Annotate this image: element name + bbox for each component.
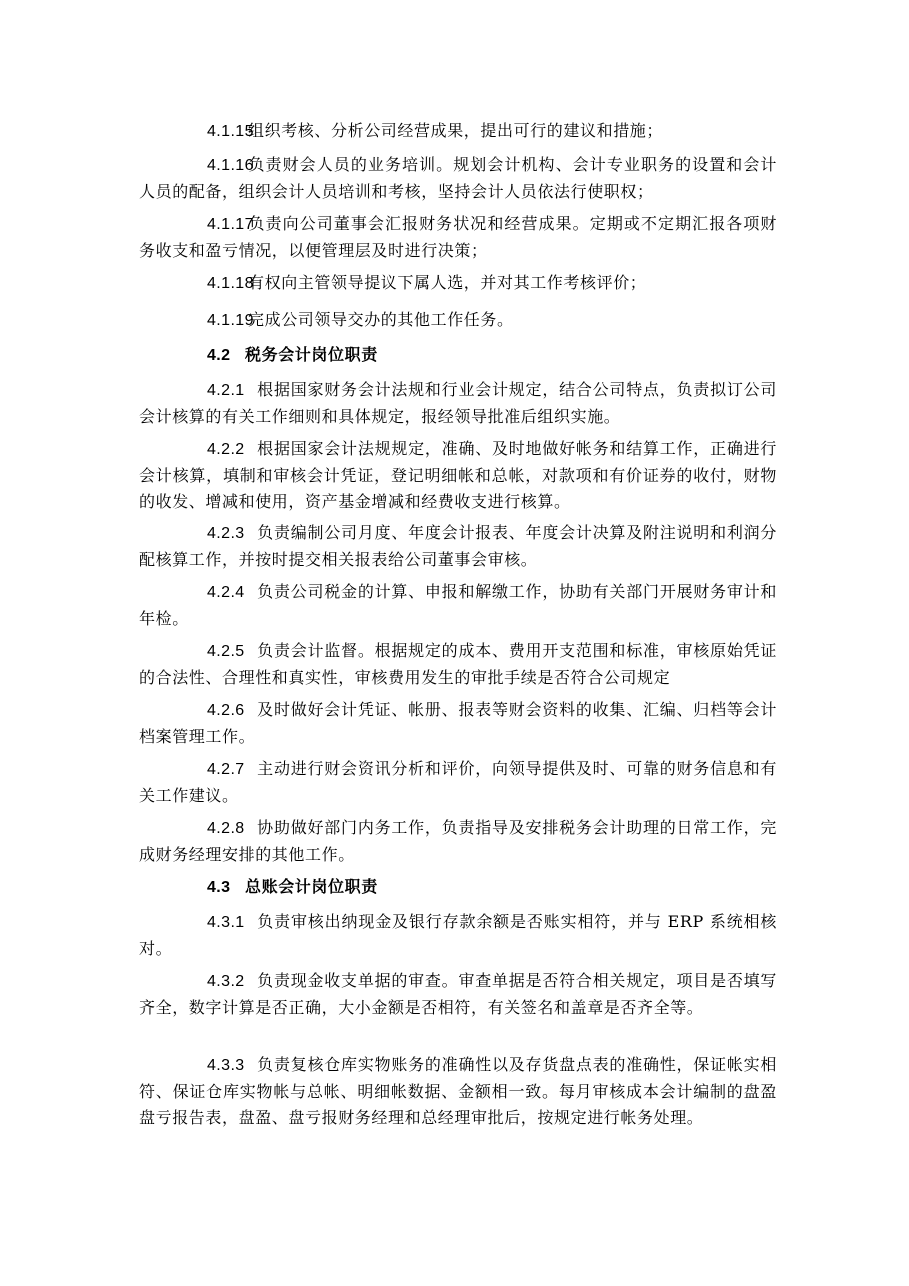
clause-4-2-6 — [139, 697, 777, 750]
clause-4-1-19 — [139, 307, 777, 334]
clause-number: 4.2.7 — [207, 761, 245, 778]
clause-number: 4.2.2 — [207, 441, 245, 458]
clause-number: 4.2.4 — [207, 584, 245, 601]
clause-number: 4.2.5 — [207, 643, 245, 660]
clause-number: 4.1.17 — [207, 216, 254, 233]
clause-number: 4.2.1 — [207, 382, 245, 399]
clause-number: 4.2.8 — [207, 820, 245, 837]
clause-number: 4.3.2 — [207, 973, 245, 990]
clause-number: 4.1.16 — [207, 157, 254, 174]
clause-4-1-16 — [139, 152, 777, 205]
clause-text: 主动进行财会资讯分析和评价，向领导提供及时、可靠的财务信息和有关工作建议。 — [139, 759, 777, 805]
clause-text: 负责复核仓库实物账务的准确性以及存货盘点表的准确性，保证帐实相符、保证仓库实物帐与总帐、明细帐数据、金额相一致。每月审核成本会计编制的盘盈盘亏报告表，盘盈、盘亏报财务经理和总经理审批后，按规定进行帐务处理。 — [139, 1055, 777, 1127]
section-heading-4-2 — [139, 342, 777, 369]
clause-text: 组织考核、分析公司经营成果，提出可行的建议和措施； — [248, 121, 664, 140]
clause-4-1-17 — [139, 211, 777, 264]
clause-4-1-15 — [139, 118, 777, 145]
clause-text: 负责向公司董事会汇报财务状况和经营成果。定期或不定期汇报各项财务收支和盈亏情况，以便管理层及时进行决策； — [139, 214, 777, 260]
clause-4-2-2 — [139, 436, 777, 515]
clause-4-2-1 — [139, 377, 777, 430]
clause-number: 4.2.6 — [207, 702, 245, 719]
clause-number: 4.3.3 — [207, 1057, 245, 1074]
clause-text: 有权向主管领导提议下属人选，并对其工作考核评价； — [248, 273, 647, 292]
clause-4-2-4 — [139, 579, 777, 632]
clause-text: 根据国家会计法规规定，准确、及时地做好帐务和结算工作，正确进行会计核算，填制和审核会计凭证，登记明细帐和总帐，对款项和有价证券的收付，财物的收发、增减和使用，资产基金增减和经费收支进行核算。 — [139, 439, 777, 511]
clause-4-2-3 — [139, 520, 777, 573]
clause-4-3-1 — [139, 909, 777, 962]
clause-text: 负责编制公司月度、年度会计报表、年度会计决算及附注说明和利润分配核算工作，并按时提交相关报表给公司董事会审核。 — [139, 523, 777, 569]
clause-number: 4.3.1 — [207, 914, 245, 931]
clause-text: 完成公司领导交办的其他工作任务。 — [248, 310, 514, 329]
clause-4-2-8 — [139, 815, 777, 868]
section-heading-4-3 — [139, 874, 777, 901]
clause-4-3-2 — [139, 968, 777, 1021]
section-title: 总账会计岗位职责 — [245, 877, 378, 896]
section-number: 4.3 — [207, 879, 231, 896]
clause-text: 协助做好部门内务工作，负责指导及安排税务会计助理的日常工作，完成财务经理安排的其他工作。 — [139, 818, 777, 864]
clause-number: 4.1.18 — [207, 275, 254, 292]
clause-text: 负责现金收支单据的审查。审查单据是否符合相关规定，项目是否填写齐全，数字计算是否正确，大小金额是否相符，有关签名和盖章是否齐全等。 — [139, 971, 777, 1017]
clause-text: 负责会计监督。根据规定的成本、费用开支范围和标准，审核原始凭证的合法性、合理性和真实性，审核费用发生的审批手续是否符合公司规定 — [139, 641, 777, 687]
clause-number: 4.1.19 — [207, 312, 254, 329]
clause-text: 负责审核出纳现金及银行存款余额是否账实相符，并与 ERP 系统相核对。 — [139, 912, 777, 958]
clause-4-1-18 — [139, 270, 777, 297]
clause-text: 负责财会人员的业务培训。规划会计机构、会计专业职务的设置和会计人员的配备，组织会计人员培训和考核，坚持会计人员依法行使职权； — [139, 155, 777, 201]
clause-4-2-7 — [139, 756, 777, 809]
clause-text: 根据国家财务会计法规和行业会计规定，结合公司特点，负责拟订公司会计核算的有关工作细则和具体规定，报经领导批准后组织实施。 — [139, 380, 777, 426]
clause-text: 及时做好会计凭证、帐册、报表等财会资料的收集、汇编、归档等会计档案管理工作。 — [139, 700, 777, 746]
clause-4-2-5 — [139, 638, 777, 691]
clause-4-3-3 — [139, 1052, 777, 1131]
clause-text: 负责公司税金的计算、申报和解缴工作，协助有关部门开展财务审计和年检。 — [139, 582, 777, 628]
clause-number: 4.2.3 — [207, 525, 245, 542]
section-number: 4.2 — [207, 347, 231, 364]
clause-number: 4.1.15 — [207, 123, 254, 140]
section-title: 税务会计岗位职责 — [245, 345, 378, 364]
